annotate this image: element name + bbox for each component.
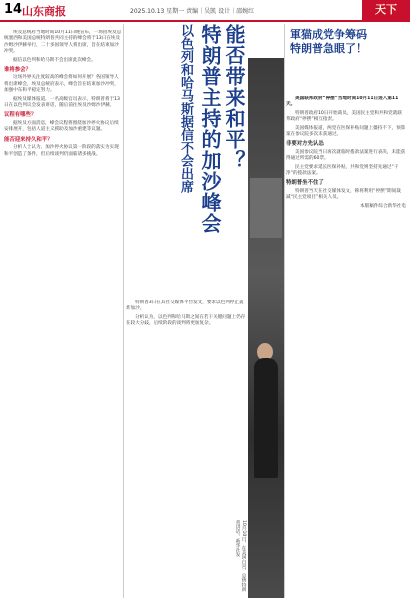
side-headline-line2: 特朗普急眼了！ <box>290 42 367 55</box>
main-story-column-1 <box>4 30 122 598</box>
subheading: 谁将参会？ <box>4 67 31 74</box>
main-headline-line1: 能否带来和平？ <box>222 24 246 171</box>
news-photo <box>248 58 284 598</box>
paragraph: 美国参议院当日再次就临时拨款法案进行表决，未能获得通过所需的60票。 <box>286 149 406 162</box>
column-divider <box>284 24 285 598</box>
issue-meta: 2025.10.13 星期一 责编｜吴凯 设计｜邵婉红 <box>130 8 255 15</box>
source-credit: 本版稿件综合新华社电 <box>360 203 406 209</box>
side-story-column <box>286 96 406 598</box>
paragraph: 分析认为，以色列和哈马斯之间在若干关键问题上仍存在较大分歧，后续阶段的谈判将更加复杂。 <box>126 314 246 327</box>
main-headline-line2: 特朗普主持的加沙峰会 <box>198 24 222 234</box>
paragraph: 分析人士认为，加沙停火协议第一阶段的落实为实现和平创造了条件，但后续谈判仍面临诸多挑战。 <box>4 145 119 157</box>
paragraph: 这场外界关注度较高的峰会将如何开展？各国领导人将出席峰会，埃及总统府表示，峰会旨在结束加沙冲突，加强中东和平稳定努力。 <box>4 75 119 94</box>
paragraph: 特朗普当天在社交媒体发文，称将利用“停摆”期间裁减“民主党项目”相关人员。 <box>286 188 401 201</box>
subheading: 议程有哪些？ <box>4 112 37 119</box>
photo-caption: 10月10日，在美国白宫，总统特朗普讲话。新华社发 <box>235 520 246 592</box>
side-headline-line1: 軍猫成党争筹码 <box>290 28 367 41</box>
side-story-headline <box>290 28 406 56</box>
page-header <box>0 0 410 22</box>
newspaper-name: 山东商报 <box>22 5 66 18</box>
photo-background-flag <box>250 178 282 238</box>
paragraph: 据埃及媒体报道，一名高级官员表示，特朗普将于13日在以色列议会发表讲话，随后前往埃及沙姆沙伊赫。 <box>4 96 120 109</box>
column-divider <box>123 24 124 598</box>
paragraph: 特朗普3日在其社交媒体平台发文，要求以色列停止轰炸加沙。 <box>126 300 244 312</box>
photo-person <box>254 358 278 478</box>
paragraph: 据埃及方面消息，峰会议程将围绕加沙停火协议后续安排展开，包括人道主义援助及加沙重建等议题。 <box>4 120 119 133</box>
paragraph: 据信以色列和哈马斯不会出席此次峰会。 <box>13 57 96 63</box>
paragraph: 埃及总统府当地时间10月11日晚宣布，一场由埃及总统塞西和美国总统特朗普共同主持的峰会将于13日在埃及沙姆沙伊赫举行，二十多国领导人将出席，旨在结束加沙冲突。 <box>4 30 122 55</box>
main-headline-subtitle: 以色列和哈马斯据信不会出席 <box>178 24 193 193</box>
paragraph: 美国媒体报道，两党在医保补贴问题上僵持不下，预算案在参议院多次未获通过。 <box>286 125 406 138</box>
page-number: 14 <box>4 2 23 17</box>
subheading: 非要对方先认怂 <box>286 141 324 148</box>
paragraph: 民主党要求延长医保补贴，共和党则坚持先通过“干净”的拨款法案。 <box>286 164 399 177</box>
section-label: 天下 <box>362 0 410 20</box>
paragraph: 特朗普政府10日开始裁员，美国民主党和共和党就联邦政府“停摆”相互指责。 <box>286 110 402 123</box>
subheading: 特朗普坐不住了 <box>286 180 324 187</box>
subheading: 能否迎来持久和平？ <box>4 136 53 143</box>
lead-paragraph: 美国联邦政府“停摆”当地时间10月11日进入第11天。 <box>286 96 399 108</box>
